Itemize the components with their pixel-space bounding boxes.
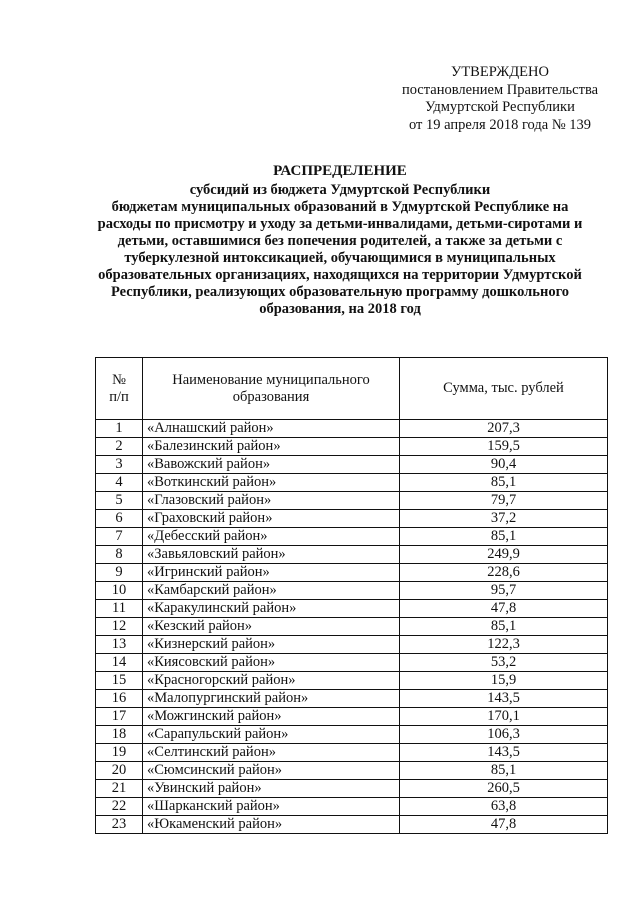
row-number: 19 [96,744,143,762]
row-district: «Кизнерский район» [143,636,400,654]
document-title [70,163,610,318]
table-row [96,456,608,474]
header-number-sign: № [112,371,126,388]
row-district: «Дебесский район» [143,528,400,546]
row-amount: 90,4 [400,456,608,474]
row-number: 5 [96,492,143,510]
row-district: «Красногорский район» [143,672,400,690]
approval-stamp [380,64,620,134]
title-line: туберкулезной интоксикацией, обучающимися в муниципальных [124,250,556,266]
table-row [96,474,608,492]
row-amount: 53,2 [400,654,608,672]
table-row [96,420,608,438]
header-name-line2: образования [232,388,310,405]
row-amount: 122,3 [400,636,608,654]
row-amount: 15,9 [400,672,608,690]
row-number: 7 [96,528,143,546]
table-row [96,528,608,546]
row-number: 13 [96,636,143,654]
row-district: «Малопургинский район» [143,690,400,708]
row-amount: 143,5 [400,690,608,708]
table-row [96,510,608,528]
row-number: 21 [96,780,143,798]
title-line: образования, на 2018 год [259,301,421,317]
title-line: субсидий из бюджета Удмуртской Республики [189,182,491,198]
table-header-row [96,358,608,420]
row-number: 18 [96,726,143,744]
table-body [96,420,608,834]
row-district: «Киясовский район» [143,654,400,672]
header-name-line1: Наименование муниципального [172,371,370,388]
table-row [96,690,608,708]
table-row [96,564,608,582]
table-row [96,654,608,672]
row-number: 12 [96,618,143,636]
table-row [96,582,608,600]
table-row [96,708,608,726]
row-district: «Камбарский район» [143,582,400,600]
row-district: «Вавожский район» [143,456,400,474]
row-amount: 143,5 [400,744,608,762]
row-amount: 95,7 [400,582,608,600]
header-name [143,358,400,420]
header-number-label: п/п [109,388,129,405]
row-amount: 79,7 [400,492,608,510]
table-row [96,438,608,456]
row-number: 6 [96,510,143,528]
row-amount: 85,1 [400,762,608,780]
table-row [96,600,608,618]
table-row [96,816,608,834]
title-line: образовательных организациях, находящихся на территории Удмуртской [98,267,582,283]
table-row [96,744,608,762]
row-amount: 47,8 [400,600,608,618]
row-number: 2 [96,438,143,456]
row-number: 8 [96,546,143,564]
document-heading: РАСПРЕДЕЛЕНИЕ [273,163,407,179]
table-row [96,762,608,780]
table-row [96,636,608,654]
row-number: 20 [96,762,143,780]
row-amount: 106,3 [400,726,608,744]
row-district: «Завьяловский район» [143,546,400,564]
row-district: «Селтинский район» [143,744,400,762]
row-district: «Юкаменский район» [143,816,400,834]
title-line: Республики, реализующих образовательную программу дошкольного [110,284,570,300]
row-number: 4 [96,474,143,492]
approval-date: от 19 апреля 2018 года № 139 [408,116,592,133]
table-row [96,672,608,690]
title-line: детьми, оставшимися без попечения родителей, а также за детьми с [117,233,563,249]
row-amount: 85,1 [400,618,608,636]
row-amount: 37,2 [400,510,608,528]
row-district: «Воткинский район» [143,474,400,492]
row-district: «Увинский район» [143,780,400,798]
row-number: 17 [96,708,143,726]
title-line: бюджетам муниципальных образований в Удмуртской Республике на [111,199,569,215]
row-number: 10 [96,582,143,600]
row-district: «Игринский район» [143,564,400,582]
row-amount: 207,3 [400,420,608,438]
row-amount: 159,5 [400,438,608,456]
row-district: «Можгинский район» [143,708,400,726]
row-number: 16 [96,690,143,708]
row-number: 1 [96,420,143,438]
approval-by: постановлением Правительства [401,81,599,98]
row-number: 3 [96,456,143,474]
table-row [96,780,608,798]
row-number: 22 [96,798,143,816]
row-district: «Граховский район» [143,510,400,528]
row-district: «Шарканский район» [143,798,400,816]
row-number: 23 [96,816,143,834]
row-number: 9 [96,564,143,582]
approval-title: УТВЕРЖДЕНО [451,64,549,80]
row-district: «Каракулинский район» [143,600,400,618]
row-district: «Сюмсинский район» [143,762,400,780]
table-row [96,618,608,636]
table-row [96,798,608,816]
title-line: расходы по присмотру и уходу за детьми-инвалидами, детьми-сиротами и [97,216,583,232]
table-row [96,492,608,510]
row-number: 14 [96,654,143,672]
row-number: 11 [96,600,143,618]
header-sum: Сумма, тыс. рублей [400,358,608,420]
row-district: «Алнашский район» [143,420,400,438]
table-row [96,726,608,744]
row-amount: 85,1 [400,528,608,546]
row-district: «Кезский район» [143,618,400,636]
approval-region: Удмуртской Республики [425,99,575,115]
row-amount: 260,5 [400,780,608,798]
row-district: «Глазовский район» [143,492,400,510]
row-number: 15 [96,672,143,690]
subsidy-table [95,357,608,834]
row-amount: 170,1 [400,708,608,726]
row-amount: 85,1 [400,474,608,492]
header-number [96,358,143,420]
table-row [96,546,608,564]
row-amount: 249,9 [400,546,608,564]
row-district: «Сарапульский район» [143,726,400,744]
row-amount: 47,8 [400,816,608,834]
row-amount: 228,6 [400,564,608,582]
row-amount: 63,8 [400,798,608,816]
row-district: «Балезинский район» [143,438,400,456]
